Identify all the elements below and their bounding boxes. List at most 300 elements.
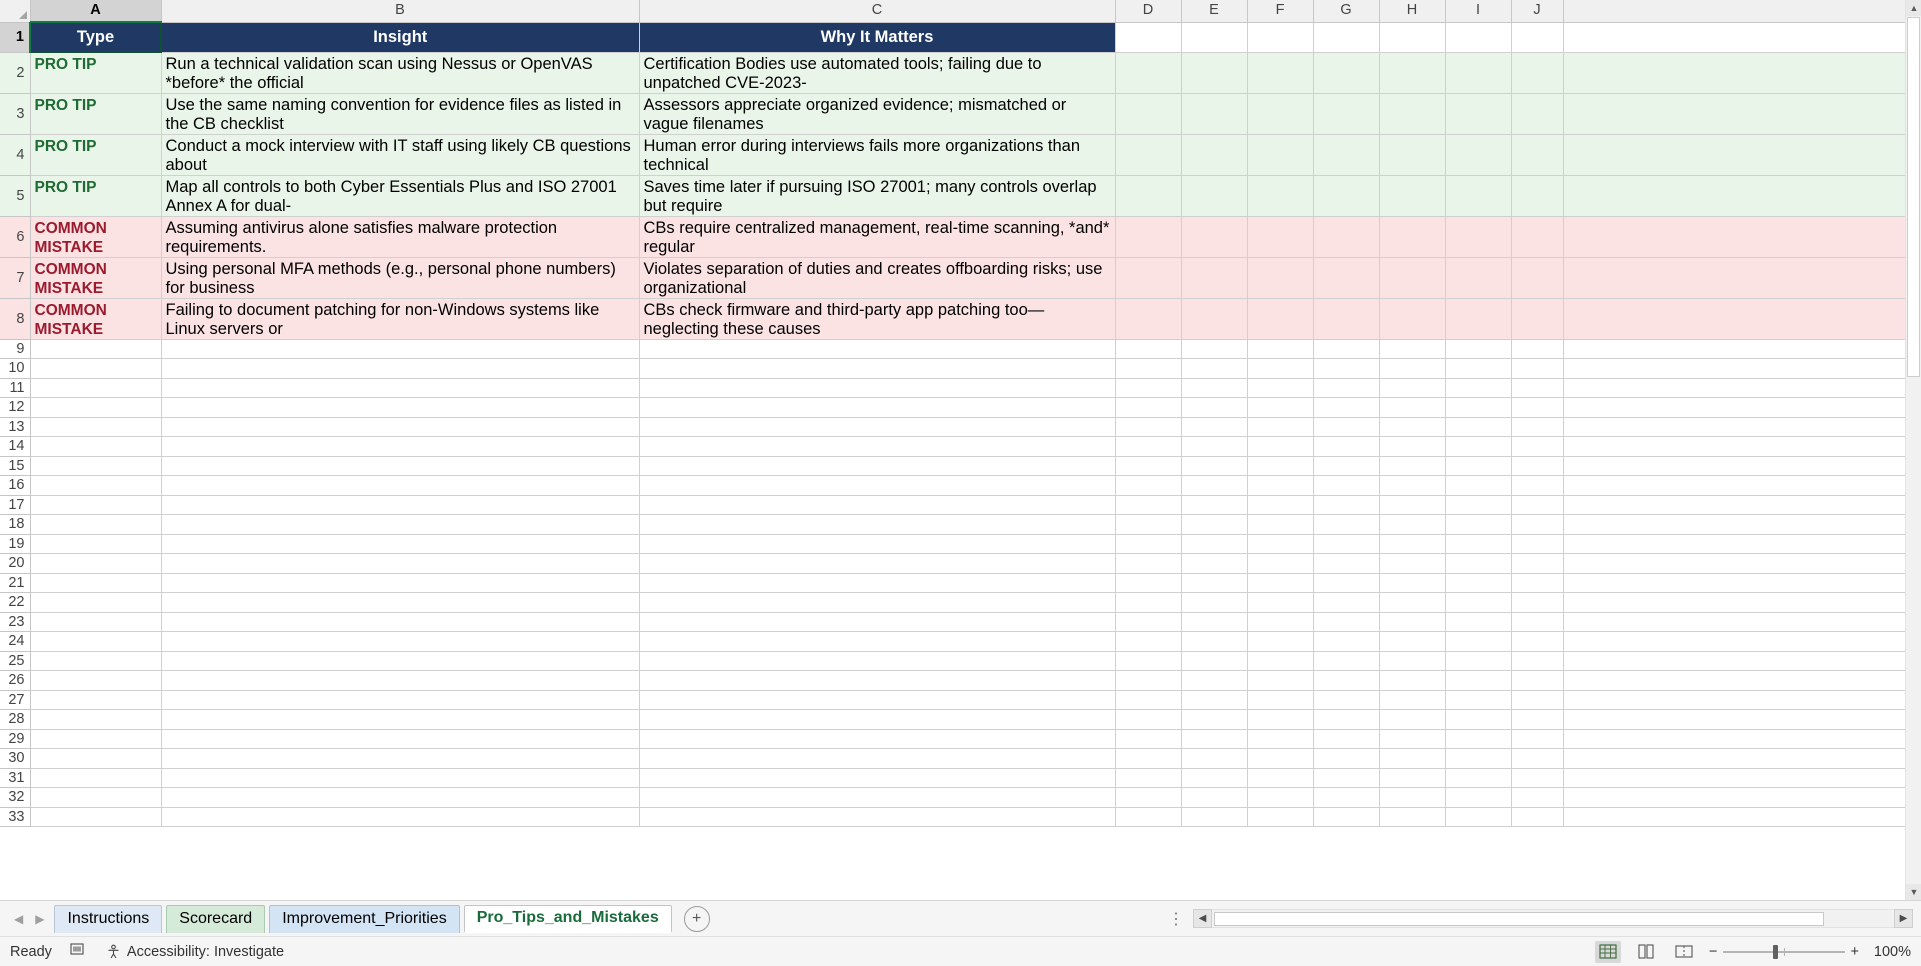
cell-A3[interactable] xyxy=(30,93,161,134)
cell-C6[interactable] xyxy=(639,216,1115,257)
column-header-A[interactable]: A xyxy=(30,0,161,22)
cell-H27[interactable] xyxy=(1379,690,1445,710)
row-header-12[interactable]: 12 xyxy=(0,398,30,418)
cell-F1[interactable] xyxy=(1247,22,1313,52)
cell-C22[interactable] xyxy=(639,593,1115,613)
cell-E7[interactable] xyxy=(1181,257,1247,298)
cell-J29[interactable] xyxy=(1511,729,1563,749)
cell-D17[interactable] xyxy=(1115,495,1181,515)
row-header-27[interactable]: 27 xyxy=(0,690,30,710)
cell-B33[interactable] xyxy=(161,807,639,827)
cell-G29[interactable] xyxy=(1313,729,1379,749)
sheet-tab-pro-tips-and-mistakes[interactable]: Pro_Tips_and_Mistakes xyxy=(464,905,672,933)
cell-E1[interactable] xyxy=(1181,22,1247,52)
cell-A17[interactable] xyxy=(30,495,161,515)
cell-H9[interactable] xyxy=(1379,339,1445,359)
cell-I30[interactable] xyxy=(1445,749,1511,769)
cell-I18[interactable] xyxy=(1445,515,1511,535)
cell-E15[interactable] xyxy=(1181,456,1247,476)
cell-A33[interactable] xyxy=(30,807,161,827)
cell-F26[interactable] xyxy=(1247,671,1313,691)
cell-D21[interactable] xyxy=(1115,573,1181,593)
cell-B6[interactable] xyxy=(161,216,639,257)
cell-F6[interactable] xyxy=(1247,216,1313,257)
row-header-18[interactable]: 18 xyxy=(0,515,30,535)
cell-I24[interactable] xyxy=(1445,632,1511,652)
cell-B9[interactable] xyxy=(161,339,639,359)
cell-I26[interactable] xyxy=(1445,671,1511,691)
cell-I5[interactable] xyxy=(1445,175,1511,216)
cell-B25[interactable] xyxy=(161,651,639,671)
cell-I28[interactable] xyxy=(1445,710,1511,730)
table-row[interactable] xyxy=(0,768,1921,788)
cell-I14[interactable] xyxy=(1445,437,1511,457)
cell-H25[interactable] xyxy=(1379,651,1445,671)
cell-C17[interactable] xyxy=(639,495,1115,515)
cell-D3[interactable] xyxy=(1115,93,1181,134)
cell-A25[interactable] xyxy=(30,651,161,671)
cell-E13[interactable] xyxy=(1181,417,1247,437)
cell-C24[interactable] xyxy=(639,632,1115,652)
cell-I17[interactable] xyxy=(1445,495,1511,515)
row-header-17[interactable]: 17 xyxy=(0,495,30,515)
cell-overflow-20[interactable] xyxy=(1563,554,1921,574)
cell-A14[interactable] xyxy=(30,437,161,457)
cell-overflow-1[interactable] xyxy=(1563,22,1921,52)
cell-B16[interactable] xyxy=(161,476,639,496)
row-header-5[interactable]: 5 xyxy=(0,175,30,216)
cell-E21[interactable] xyxy=(1181,573,1247,593)
cell-I9[interactable] xyxy=(1445,339,1511,359)
cell-J20[interactable] xyxy=(1511,554,1563,574)
select-all-corner[interactable] xyxy=(0,0,30,22)
cell-I8[interactable] xyxy=(1445,298,1511,339)
cell-G24[interactable] xyxy=(1313,632,1379,652)
row-header-32[interactable]: 32 xyxy=(0,788,30,808)
column-header-C[interactable]: C xyxy=(639,0,1115,22)
cell-G31[interactable] xyxy=(1313,768,1379,788)
cell-A11[interactable] xyxy=(30,378,161,398)
table-row[interactable] xyxy=(0,398,1921,418)
cell-F14[interactable] xyxy=(1247,437,1313,457)
cell-B4[interactable] xyxy=(161,134,639,175)
cell-E20[interactable] xyxy=(1181,554,1247,574)
cell-E8[interactable] xyxy=(1181,298,1247,339)
cell-G21[interactable] xyxy=(1313,573,1379,593)
cell-A13[interactable] xyxy=(30,417,161,437)
cell-B27[interactable] xyxy=(161,690,639,710)
table-row[interactable] xyxy=(0,216,1921,257)
cell-D27[interactable] xyxy=(1115,690,1181,710)
column-header-row[interactable] xyxy=(0,0,1921,22)
cell-G13[interactable] xyxy=(1313,417,1379,437)
column-header-overflow[interactable] xyxy=(1563,0,1921,22)
row-header-30[interactable]: 30 xyxy=(0,749,30,769)
table-header-row[interactable] xyxy=(0,22,1921,52)
cell-H4[interactable] xyxy=(1379,134,1445,175)
column-header-F[interactable]: F xyxy=(1247,0,1313,22)
column-header-G[interactable]: G xyxy=(1313,0,1379,22)
cell-B17[interactable] xyxy=(161,495,639,515)
cell-overflow-16[interactable] xyxy=(1563,476,1921,496)
cell-H20[interactable] xyxy=(1379,554,1445,574)
cell-H14[interactable] xyxy=(1379,437,1445,457)
cell-I16[interactable] xyxy=(1445,476,1511,496)
cell-J24[interactable] xyxy=(1511,632,1563,652)
cell-G3[interactable] xyxy=(1313,93,1379,134)
table-row[interactable] xyxy=(0,456,1921,476)
cell-A28[interactable] xyxy=(30,710,161,730)
cell-F4[interactable] xyxy=(1247,134,1313,175)
cell-C26[interactable] xyxy=(639,671,1115,691)
cell-C2[interactable] xyxy=(639,52,1115,93)
cell-H16[interactable] xyxy=(1379,476,1445,496)
cell-C30[interactable] xyxy=(639,749,1115,769)
cell-E4[interactable] xyxy=(1181,134,1247,175)
cell-I15[interactable] xyxy=(1445,456,1511,476)
cell-overflow-31[interactable] xyxy=(1563,768,1921,788)
zoom-in-button[interactable]: + xyxy=(1850,943,1859,960)
cell-E29[interactable] xyxy=(1181,729,1247,749)
cell-D8[interactable] xyxy=(1115,298,1181,339)
cell-H21[interactable] xyxy=(1379,573,1445,593)
cell-I32[interactable] xyxy=(1445,788,1511,808)
cell-J17[interactable] xyxy=(1511,495,1563,515)
cell-F21[interactable] xyxy=(1247,573,1313,593)
cell-D31[interactable] xyxy=(1115,768,1181,788)
cell-E27[interactable] xyxy=(1181,690,1247,710)
cell-C5[interactable] xyxy=(639,175,1115,216)
cell-B26[interactable] xyxy=(161,671,639,691)
table-row[interactable] xyxy=(0,93,1921,134)
table-row[interactable] xyxy=(0,807,1921,827)
table-row[interactable] xyxy=(0,632,1921,652)
table-row[interactable] xyxy=(0,671,1921,691)
cell-B10[interactable] xyxy=(161,359,639,379)
cell-D4[interactable] xyxy=(1115,134,1181,175)
cell-overflow-26[interactable] xyxy=(1563,671,1921,691)
row-header-22[interactable]: 22 xyxy=(0,593,30,613)
cell-J19[interactable] xyxy=(1511,534,1563,554)
column-header-D[interactable]: D xyxy=(1115,0,1181,22)
zoom-slider-thumb[interactable] xyxy=(1773,945,1778,959)
cell-G30[interactable] xyxy=(1313,749,1379,769)
cell-A23[interactable] xyxy=(30,612,161,632)
cell-A27[interactable] xyxy=(30,690,161,710)
cell-B30[interactable] xyxy=(161,749,639,769)
cell-B18[interactable] xyxy=(161,515,639,535)
cell-J6[interactable] xyxy=(1511,216,1563,257)
cell-J18[interactable] xyxy=(1511,515,1563,535)
page-break-preview-button[interactable] xyxy=(1671,941,1697,963)
cell-D10[interactable] xyxy=(1115,359,1181,379)
cell-A9[interactable] xyxy=(30,339,161,359)
cell-J8[interactable] xyxy=(1511,298,1563,339)
cell-overflow-29[interactable] xyxy=(1563,729,1921,749)
row-header-25[interactable]: 25 xyxy=(0,651,30,671)
cell-A24[interactable] xyxy=(30,632,161,652)
cell-B2[interactable] xyxy=(161,52,639,93)
cell-H26[interactable] xyxy=(1379,671,1445,691)
cell-overflow-23[interactable] xyxy=(1563,612,1921,632)
cell-J16[interactable] xyxy=(1511,476,1563,496)
cell-B23[interactable] xyxy=(161,612,639,632)
cell-D29[interactable] xyxy=(1115,729,1181,749)
horizontal-scrollbar-track[interactable] xyxy=(1212,909,1894,928)
cell-F19[interactable] xyxy=(1247,534,1313,554)
cell-C23[interactable] xyxy=(639,612,1115,632)
table-row[interactable] xyxy=(0,52,1921,93)
cell-I25[interactable] xyxy=(1445,651,1511,671)
cell-overflow-13[interactable] xyxy=(1563,417,1921,437)
cell-I1[interactable] xyxy=(1445,22,1511,52)
sheet-tab-scorecard[interactable]: Scorecard xyxy=(166,905,265,933)
cell-J25[interactable] xyxy=(1511,651,1563,671)
cell-G32[interactable] xyxy=(1313,788,1379,808)
cell-J22[interactable] xyxy=(1511,593,1563,613)
row-header-24[interactable]: 24 xyxy=(0,632,30,652)
cell-H33[interactable] xyxy=(1379,807,1445,827)
sheet-tab-instructions[interactable]: Instructions xyxy=(54,905,162,933)
cell-H3[interactable] xyxy=(1379,93,1445,134)
cell-overflow-28[interactable] xyxy=(1563,710,1921,730)
cell-G1[interactable] xyxy=(1313,22,1379,52)
sheet-nav-next-icon[interactable]: ▶ xyxy=(35,911,45,926)
cell-F15[interactable] xyxy=(1247,456,1313,476)
cell-B28[interactable] xyxy=(161,710,639,730)
table-row[interactable] xyxy=(0,495,1921,515)
cell-I19[interactable] xyxy=(1445,534,1511,554)
cell-A5[interactable] xyxy=(30,175,161,216)
cell-I7[interactable] xyxy=(1445,257,1511,298)
cell-B5[interactable] xyxy=(161,175,639,216)
vertical-scrollbar[interactable] xyxy=(1905,0,1921,900)
cell-H11[interactable] xyxy=(1379,378,1445,398)
cell-E17[interactable] xyxy=(1181,495,1247,515)
cell-H18[interactable] xyxy=(1379,515,1445,535)
cell-I29[interactable] xyxy=(1445,729,1511,749)
cell-A22[interactable] xyxy=(30,593,161,613)
cell-A21[interactable] xyxy=(30,573,161,593)
row-header-4[interactable]: 4 xyxy=(0,134,30,175)
cell-D20[interactable] xyxy=(1115,554,1181,574)
cell-A8[interactable] xyxy=(30,298,161,339)
cell-C9[interactable] xyxy=(639,339,1115,359)
row-header-9[interactable]: 9 xyxy=(0,339,30,359)
cell-D25[interactable] xyxy=(1115,651,1181,671)
cell-J13[interactable] xyxy=(1511,417,1563,437)
cell-overflow-12[interactable] xyxy=(1563,398,1921,418)
cell-J30[interactable] xyxy=(1511,749,1563,769)
sheet-tab-bar[interactable] xyxy=(0,900,1921,936)
cell-H32[interactable] xyxy=(1379,788,1445,808)
cell-D24[interactable] xyxy=(1115,632,1181,652)
cell-overflow-10[interactable] xyxy=(1563,359,1921,379)
cell-H15[interactable] xyxy=(1379,456,1445,476)
cell-D6[interactable] xyxy=(1115,216,1181,257)
cell-I11[interactable] xyxy=(1445,378,1511,398)
cell-E23[interactable] xyxy=(1181,612,1247,632)
cell-overflow-4[interactable] xyxy=(1563,134,1921,175)
cell-F7[interactable] xyxy=(1247,257,1313,298)
cell-D26[interactable] xyxy=(1115,671,1181,691)
cell-H29[interactable] xyxy=(1379,729,1445,749)
cell-F31[interactable] xyxy=(1247,768,1313,788)
cell-G27[interactable] xyxy=(1313,690,1379,710)
row-header-11[interactable]: 11 xyxy=(0,378,30,398)
cell-C18[interactable] xyxy=(639,515,1115,535)
cell-E25[interactable] xyxy=(1181,651,1247,671)
cell-C11[interactable] xyxy=(639,378,1115,398)
cell-H8[interactable] xyxy=(1379,298,1445,339)
column-header-H[interactable]: H xyxy=(1379,0,1445,22)
cell-F13[interactable] xyxy=(1247,417,1313,437)
cell-G6[interactable] xyxy=(1313,216,1379,257)
cell-J1[interactable] xyxy=(1511,22,1563,52)
table-row[interactable] xyxy=(0,612,1921,632)
cell-F28[interactable] xyxy=(1247,710,1313,730)
row-header-2[interactable]: 2 xyxy=(0,52,30,93)
cell-D33[interactable] xyxy=(1115,807,1181,827)
cell-E11[interactable] xyxy=(1181,378,1247,398)
cell-D30[interactable] xyxy=(1115,749,1181,769)
cell-F12[interactable] xyxy=(1247,398,1313,418)
cell-D22[interactable] xyxy=(1115,593,1181,613)
row-header-6[interactable]: 6 xyxy=(0,216,30,257)
cell-J27[interactable] xyxy=(1511,690,1563,710)
cell-E3[interactable] xyxy=(1181,93,1247,134)
row-header-21[interactable]: 21 xyxy=(0,573,30,593)
cell-overflow-30[interactable] xyxy=(1563,749,1921,769)
cell-G18[interactable] xyxy=(1313,515,1379,535)
row-header-31[interactable]: 31 xyxy=(0,768,30,788)
cell-B22[interactable] xyxy=(161,593,639,613)
cell-E9[interactable] xyxy=(1181,339,1247,359)
column-header-J[interactable]: J xyxy=(1511,0,1563,22)
scroll-left-arrow-icon[interactable]: ◀ xyxy=(1193,909,1212,928)
cell-H6[interactable] xyxy=(1379,216,1445,257)
column-header-B[interactable]: B xyxy=(161,0,639,22)
cell-B7[interactable] xyxy=(161,257,639,298)
cell-A16[interactable] xyxy=(30,476,161,496)
cell-D19[interactable] xyxy=(1115,534,1181,554)
cell-G22[interactable] xyxy=(1313,593,1379,613)
cell-E32[interactable] xyxy=(1181,788,1247,808)
cell-F29[interactable] xyxy=(1247,729,1313,749)
cell-A12[interactable] xyxy=(30,398,161,418)
cell-C32[interactable] xyxy=(639,788,1115,808)
scroll-right-arrow-icon[interactable]: ▶ xyxy=(1894,909,1913,928)
cell-J32[interactable] xyxy=(1511,788,1563,808)
cell-overflow-22[interactable] xyxy=(1563,593,1921,613)
cell-G15[interactable] xyxy=(1313,456,1379,476)
cell-J21[interactable] xyxy=(1511,573,1563,593)
cell-C15[interactable] xyxy=(639,456,1115,476)
cell-D15[interactable] xyxy=(1115,456,1181,476)
cell-B20[interactable] xyxy=(161,554,639,574)
cell-G2[interactable] xyxy=(1313,52,1379,93)
cell-overflow-8[interactable] xyxy=(1563,298,1921,339)
cell-I27[interactable] xyxy=(1445,690,1511,710)
cell-A19[interactable] xyxy=(30,534,161,554)
cell-G19[interactable] xyxy=(1313,534,1379,554)
cell-H12[interactable] xyxy=(1379,398,1445,418)
cell-G7[interactable] xyxy=(1313,257,1379,298)
cell-G4[interactable] xyxy=(1313,134,1379,175)
cell-G25[interactable] xyxy=(1313,651,1379,671)
cell-overflow-11[interactable] xyxy=(1563,378,1921,398)
cell-J26[interactable] xyxy=(1511,671,1563,691)
cell-D32[interactable] xyxy=(1115,788,1181,808)
cell-J7[interactable] xyxy=(1511,257,1563,298)
cell-E18[interactable] xyxy=(1181,515,1247,535)
horizontal-scrollbar-thumb[interactable] xyxy=(1214,912,1824,926)
cell-F23[interactable] xyxy=(1247,612,1313,632)
page-layout-view-button[interactable] xyxy=(1633,941,1659,963)
table-row[interactable] xyxy=(0,359,1921,379)
cell-B14[interactable] xyxy=(161,437,639,457)
cell-C27[interactable] xyxy=(639,690,1115,710)
cell-A31[interactable] xyxy=(30,768,161,788)
table-row[interactable] xyxy=(0,134,1921,175)
row-header-13[interactable]: 13 xyxy=(0,417,30,437)
cell-E30[interactable] xyxy=(1181,749,1247,769)
row-header-28[interactable]: 28 xyxy=(0,710,30,730)
column-header-I[interactable]: I xyxy=(1445,0,1511,22)
table-row[interactable] xyxy=(0,339,1921,359)
cell-D12[interactable] xyxy=(1115,398,1181,418)
cell-G26[interactable] xyxy=(1313,671,1379,691)
cell-C33[interactable] xyxy=(639,807,1115,827)
cell-C13[interactable] xyxy=(639,417,1115,437)
cell-H5[interactable] xyxy=(1379,175,1445,216)
cell-D13[interactable] xyxy=(1115,417,1181,437)
cell-overflow-9[interactable] xyxy=(1563,339,1921,359)
row-header-14[interactable]: 14 xyxy=(0,437,30,457)
cell-J5[interactable] xyxy=(1511,175,1563,216)
row-header-26[interactable]: 26 xyxy=(0,671,30,691)
cell-overflow-32[interactable] xyxy=(1563,788,1921,808)
cell-F9[interactable] xyxy=(1247,339,1313,359)
cell-overflow-21[interactable] xyxy=(1563,573,1921,593)
cell-F25[interactable] xyxy=(1247,651,1313,671)
table-row[interactable] xyxy=(0,749,1921,769)
cell-E28[interactable] xyxy=(1181,710,1247,730)
accessibility-status[interactable] xyxy=(105,944,284,960)
row-header-1[interactable]: 1 xyxy=(0,22,30,52)
cell-J2[interactable] xyxy=(1511,52,1563,93)
cell-B21[interactable] xyxy=(161,573,639,593)
cell-J10[interactable] xyxy=(1511,359,1563,379)
cell-B12[interactable] xyxy=(161,398,639,418)
column-header-E[interactable]: E xyxy=(1181,0,1247,22)
cell-B32[interactable] xyxy=(161,788,639,808)
cell-F20[interactable] xyxy=(1247,554,1313,574)
cell-E33[interactable] xyxy=(1181,807,1247,827)
cell-G17[interactable] xyxy=(1313,495,1379,515)
table-row[interactable] xyxy=(0,515,1921,535)
cell-A6[interactable] xyxy=(30,216,161,257)
cell-A29[interactable] xyxy=(30,729,161,749)
cell-I4[interactable] xyxy=(1445,134,1511,175)
cell-F30[interactable] xyxy=(1247,749,1313,769)
table-row[interactable] xyxy=(0,554,1921,574)
cell-C20[interactable] xyxy=(639,554,1115,574)
cell-J31[interactable] xyxy=(1511,768,1563,788)
cell-I2[interactable] xyxy=(1445,52,1511,93)
zoom-slider-track[interactable] xyxy=(1723,945,1844,959)
cell-A7[interactable] xyxy=(30,257,161,298)
